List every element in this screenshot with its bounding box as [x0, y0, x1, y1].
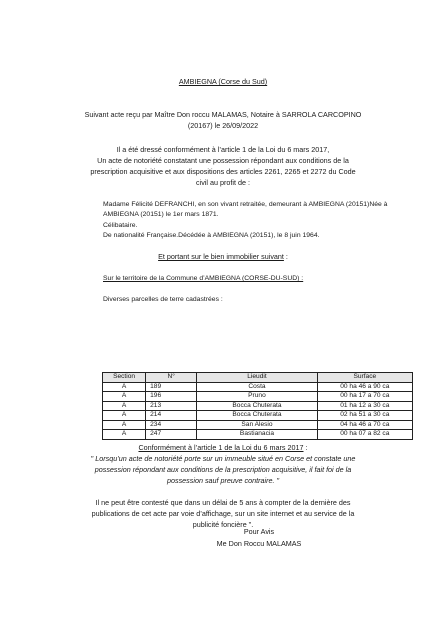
- table-row: [103, 382, 413, 392]
- cell-surface: 00 ha 07 a 82 ca: [317, 430, 412, 440]
- header-number: N°: [146, 373, 197, 383]
- cell-lieudit: Bocca Chuterata: [197, 411, 317, 421]
- conformity-heading-suffix: :: [303, 443, 308, 452]
- cell-lieudit: Pruno: [197, 392, 317, 402]
- contest-line-1: Il ne peut être contesté que dans un délai de 5 ans à compter de la dernière des: [95, 498, 351, 507]
- cell-lieudit: San Alesio: [197, 420, 317, 430]
- paragraph1-line-1: Il a été dressé conformément à l’article 1 de la Loi du 6 mars 2017,: [116, 145, 330, 154]
- signature-pour-avis: Pour Avis: [243, 527, 275, 536]
- cell-surface: 00 ha 46 a 90 ca: [317, 382, 412, 392]
- cell-section: A: [103, 382, 146, 392]
- contest-line-3: publicité foncière ".: [192, 520, 254, 529]
- header-section: Section: [103, 373, 146, 383]
- property-heading-text: Et portant sur le bien immobilier suivant: [158, 252, 284, 261]
- table-row: [103, 392, 413, 402]
- beneficiary-line-2: AMBIEGNA (20151) le 1er mars 1871.: [103, 211, 219, 218]
- cell-surface: 04 ha 46 a 70 ca: [317, 420, 412, 430]
- cell-surface: 00 ha 17 a 70 ca: [317, 392, 412, 402]
- cell-number: 213: [146, 401, 197, 411]
- conformity-heading: [0, 443, 446, 453]
- table-header-row: [103, 373, 413, 383]
- header-surface: Surface: [317, 373, 412, 383]
- cell-section: A: [103, 392, 146, 402]
- table-row: [103, 411, 413, 421]
- quote-line-1: " Lorsqu’un acte de notoriété porte sur un immeuble situé en Corse et constate une: [90, 454, 356, 463]
- beneficiary-line-1: Madame Félicité DEFRANCHI, en son vivant retraitée, demeurant à AMBIEGNA (20151)Née à: [103, 201, 388, 208]
- conformity-heading-text: Conformément à l’article 1 de la Loi du 6 mars 2017: [138, 443, 304, 452]
- table-row: [103, 430, 413, 440]
- paragraph1-line-2: Un acte de notoriété constatant une possession répondant aux conditions de la: [97, 156, 349, 165]
- signature-notary: Me Don Roccu MALAMAS: [216, 539, 302, 548]
- cell-number: 196: [146, 392, 197, 402]
- parcels-intro: Diverses parcelles de terre cadastrées :: [103, 296, 223, 303]
- parcels-table: [102, 372, 413, 440]
- cell-surface: 01 ha 12 a 30 ca: [317, 401, 412, 411]
- contest-line-2: publications de cet acte par voie d’affichage, sur un site internet et au service de la: [91, 509, 355, 518]
- cell-section: A: [103, 420, 146, 430]
- cell-number: 247: [146, 430, 197, 440]
- intro-line-1: Suivant acte reçu par Maître Don roccu MALAMAS, Notaire à SARROLA CARCOPINO: [84, 110, 362, 119]
- table-row: [103, 401, 413, 411]
- territory-line: Sur le territoire de la Commune d’AMBIEGNA (CORSE-DU-SUD) :: [103, 275, 304, 282]
- cell-lieudit: Bastianacia: [197, 430, 317, 440]
- header-lieudit: Lieudit: [197, 373, 317, 383]
- document-title: AMBIEGNA (Corse du Sud): [178, 77, 268, 86]
- cell-lieudit: Bocca Chuterata: [197, 401, 317, 411]
- paragraph1-line-3: prescription acquisitive et aux dispositions des articles 2261, 2265 et 2272 du Code: [90, 167, 356, 176]
- cell-lieudit: Costa: [197, 382, 317, 392]
- property-heading-suffix: :: [283, 252, 288, 261]
- cell-surface: 02 ha 51 a 30 ca: [317, 411, 412, 421]
- beneficiary-line-3: Célibataire.: [103, 222, 138, 229]
- cell-number: 214: [146, 411, 197, 421]
- cell-section: A: [103, 430, 146, 440]
- quote-line-3: possession sauf preuve contraire. ": [166, 476, 280, 485]
- quote-line-2: possession répondant aux conditions de la prescription acquisitive, il fait foi de la: [94, 465, 352, 474]
- cell-section: A: [103, 401, 146, 411]
- cell-number: 234: [146, 420, 197, 430]
- cell-number: 189: [146, 382, 197, 392]
- paragraph1-line-4: civil au profit de :: [196, 178, 250, 187]
- cell-section: A: [103, 411, 146, 421]
- beneficiary-line-4: De nationalité Française.Décédée à AMBIEGNA (20151), le 8 juin 1964.: [103, 232, 320, 239]
- table-row: [103, 420, 413, 430]
- intro-line-2: (20167) le 26/09/2022: [187, 121, 259, 130]
- property-heading: [0, 252, 446, 262]
